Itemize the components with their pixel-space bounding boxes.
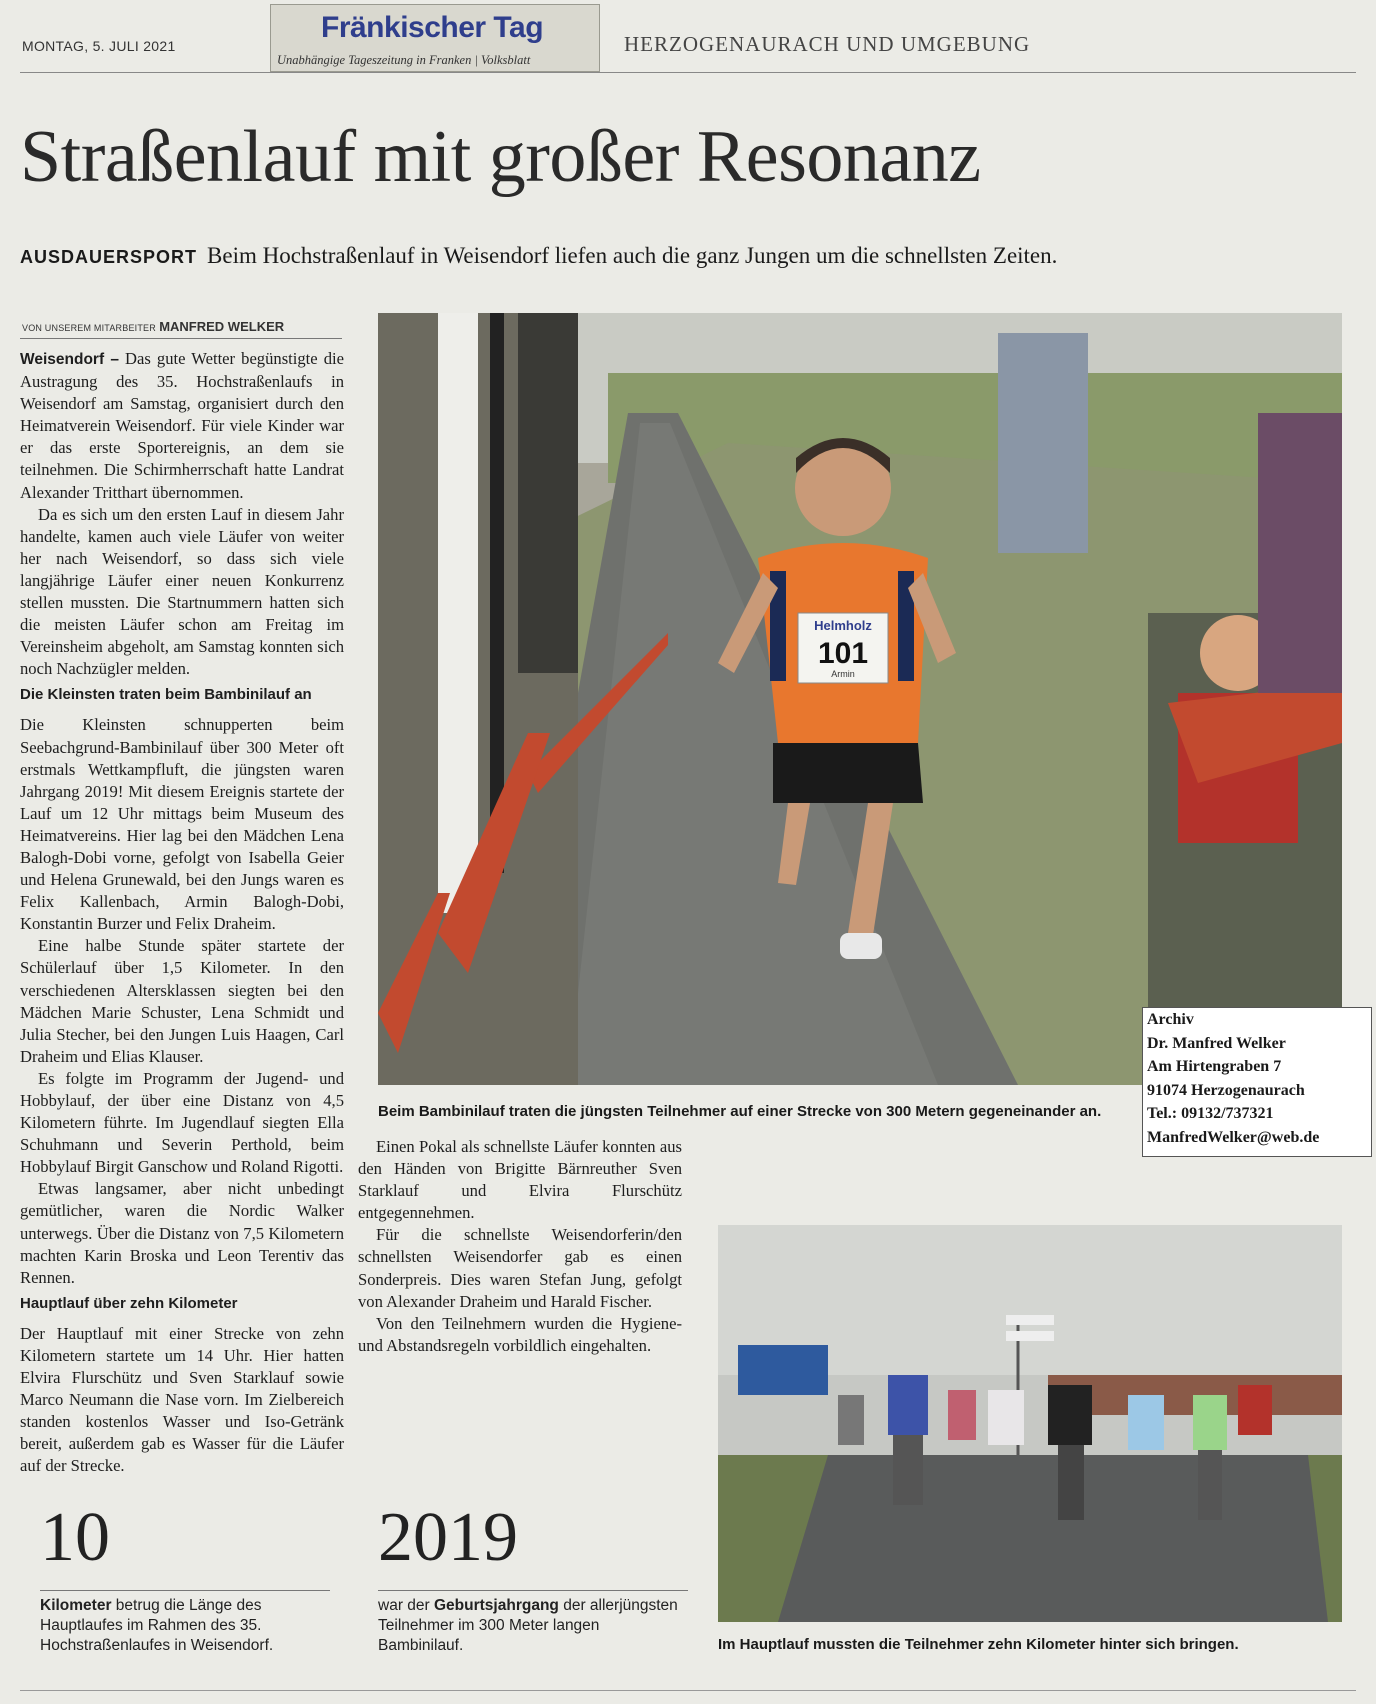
photo-bambini-run bbox=[378, 313, 1342, 1085]
paragraph: Es folgte im Programm der Jugend- und Hobbylauf, der über eine Distanz von 4,5 Kilometern führte. Im Jugendlauf siegten Ella Schuhmann und Severin Perthold, beim Hobbylauf Birgit Ganschow und Roland Rigotti. bbox=[20, 1068, 344, 1177]
author-name: MANFRED WELKER bbox=[159, 319, 285, 334]
paragraph: Einen Pokal als schnellste Läufer konnten aus den Händen von Brigitte Bärnreuther Sven Starklauf und Elvira Flurschütz entgegennehmen. bbox=[358, 1137, 682, 1223]
fact-divider bbox=[378, 1590, 688, 1591]
paragraph: Die Kleinsten schnupperten beim Seebachgrund-Bambinilauf über 300 Meter oft erstmals Wettkampfluft, die jüngsten waren Jahrgang 2019! Mit diesem Ereignis startete der Lauf um 12 Uhr mittags beim Museum des Heimatvereins. Hier lag bei den Mädchen Lena Balogh-Dobi vorne, gefolgt von Isabella Geier und Helena Grunewald, bei den Jungs waren es Felix Kallenbach, Armin Balogh-Dobi, Konstantin Burzer und Felix Draheim. bbox=[20, 715, 344, 934]
article-column-2 bbox=[358, 1136, 682, 1357]
paragraph bbox=[20, 348, 344, 504]
bib-number: 101 bbox=[817, 637, 869, 670]
masthead bbox=[270, 4, 600, 72]
photo-bambini-caption: Beim Bambinilauf traten die jüngsten Teilnehmer auf einer Strecke von 300 Metern gegeneinander an. bbox=[378, 1103, 1102, 1120]
bib-sponsor: Helmholz bbox=[814, 618, 872, 633]
fact-divider bbox=[40, 1590, 330, 1591]
byline bbox=[22, 319, 284, 335]
fact-keyword: Kilometer bbox=[40, 1597, 112, 1614]
headline: Straßenlauf mit großer Resonanz bbox=[20, 116, 981, 198]
paragraph: Von den Teilnehmern wurden die Hygiene- und Abstandsregeln vorbildlich eingehalten. bbox=[358, 1313, 682, 1355]
bib-name: Armin bbox=[831, 669, 855, 679]
fact-text-10 bbox=[40, 1596, 340, 1656]
footer-divider bbox=[20, 1690, 1356, 1691]
stamp-line: Tel.: 09132/737321 bbox=[1147, 1105, 1274, 1122]
paragraph: Für die schnellste Weisendorferin/den schnellsten Weisendorfer gab es einen Sonderpreis. Dies waren Stefan Jung, gefolgt von Alexander Draheim und Harald Fischer. bbox=[358, 1225, 682, 1311]
newspaper-logo: Fränkischer Tag bbox=[321, 11, 544, 44]
fact-description: betrug die Länge des Hauptlaufes im Rahmen des 35. Hochstraßenlaufes in Weisendorf. bbox=[40, 1597, 274, 1654]
photo-main-race bbox=[718, 1225, 1342, 1622]
archive-stamp bbox=[1142, 1007, 1372, 1157]
kicker-line bbox=[20, 242, 1057, 271]
subheading: Die Kleinsten traten beim Bambinilauf an bbox=[20, 686, 312, 704]
subheading: Hauptlauf über zehn Kilometer bbox=[20, 1294, 238, 1312]
paragraph: Da es sich um den ersten Lauf in diesem Jahr handelte, kamen auch viele Läufer von weiter her nach Weisendorf, so dass sich viele langjährige Läufer einer neuen Konkurrenz stellen mussten. Die Startnummern hatten sich die meisten Läufer schon am Freitag im Vereinsheim abgeholt, am Samstag konnten sich noch Nachzügler melden. bbox=[20, 504, 344, 679]
photo-main-race-image bbox=[718, 1225, 1342, 1622]
issue-date: MONTAG, 5. JULI 2021 bbox=[22, 38, 176, 54]
subhead: Beim Hochstraßenlauf in Weisendorf liefen auch die ganz Jungen um die schnellsten Zeiten. bbox=[207, 243, 1058, 268]
stamp-line: 91074 Herzogenaurach bbox=[1147, 1081, 1305, 1099]
kicker: AUSDAUERSPORT bbox=[20, 247, 198, 267]
stamp-line: ManfredWelker@web.de bbox=[1147, 1128, 1320, 1146]
fact-prefix: war der bbox=[378, 1597, 434, 1614]
fact-description: der allerjüngsten Teilnehmer im 300 Meter langen Bambinilauf. bbox=[378, 1597, 678, 1654]
byline-divider bbox=[20, 338, 342, 339]
paragraph: Eine halbe Stunde später startete der Schülerlauf über 1,5 Kilometer. In den verschiedenen Altersklassen siegten bei den Mädchen Marie Schuster, Lena Schmidt und Julia Stecher, bei den Jungen Luis Haagen, Carl Draheim und Elias Klauser. bbox=[20, 936, 344, 1066]
article-column-1 bbox=[20, 348, 344, 1478]
stamp-line: Dr. Manfred Welker bbox=[1147, 1034, 1286, 1052]
fact-keyword: Geburtsjahrgang bbox=[434, 1597, 559, 1614]
dateline: Weisendorf – bbox=[20, 351, 119, 368]
fact-text-2019 bbox=[378, 1596, 678, 1656]
section-title: HERZOGENAURACH UND UMGEBUNG bbox=[624, 32, 1031, 56]
photo-main-race-caption: Im Hauptlauf mussten die Teilnehmer zehn Kilometer hinter sich bringen. bbox=[718, 1636, 1239, 1653]
byline-prefix: VON UNSEREM MITARBEITER bbox=[22, 323, 156, 333]
paragraph: Etwas langsamer, aber nicht unbedingt gemütlicher, waren die Nordic Walker unterwegs. Über die Distanz von 7,5 Kilometern machten Karin Broska und Leon Terentiv das Rennen. bbox=[20, 1179, 344, 1287]
paragraph: Der Hauptlauf mit einer Strecke von zehn Kilometern startete um 14 Uhr. Hier hatten Elvira Flurschütz und Sven Starklauf sowie Marco Neumann die Nase vorn. Im Zielbereich standen kostenlos Wasser und Iso-Getränk bereit, außerdem gab es Wasser für die Läufer auf der Strecke. bbox=[20, 1323, 344, 1476]
photo-bambini-image bbox=[378, 313, 1342, 1085]
paragraph-text: Das gute Wetter begünstigte die Austragung des 35. Hochstraßenlaufs in Weisendorf am Samstag, organisiert durch den Heimatverein Weisendorf. Für viele Kinder war er das erste Sportereignis, an dem sie teilnehmen. Die Schirmherrschaft hatte Landrat Alexander Tritthart übernommen. bbox=[20, 349, 344, 502]
newspaper-tagline: Unabhängige Tageszeitung in Franken | Volksblatt bbox=[277, 53, 531, 67]
fact-number-10: 10 bbox=[40, 1499, 110, 1576]
fact-number-2019: 2019 bbox=[378, 1499, 518, 1576]
stamp-line: Archiv bbox=[1147, 1011, 1194, 1028]
stamp-line: Am Hirtengraben 7 bbox=[1147, 1058, 1282, 1075]
header-divider bbox=[20, 72, 1356, 73]
